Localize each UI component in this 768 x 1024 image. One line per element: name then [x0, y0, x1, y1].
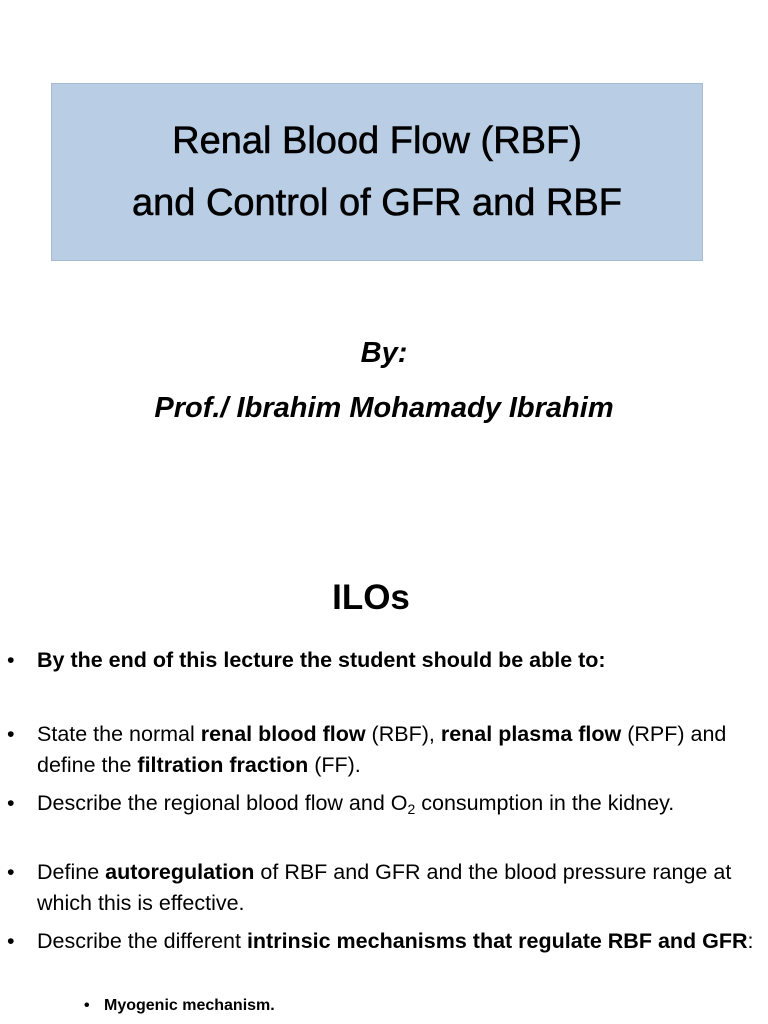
ilo-item-1: [37, 719, 762, 781]
ilos-intro-text: By the end of this lecture the student should be able to:: [37, 648, 606, 672]
ilo3-text-2: of RBF and GFR and the blood pressure range at which this is effective.: [37, 860, 732, 915]
ilo-item-4: [37, 926, 762, 957]
ilo1-bold-3: filtration fraction: [137, 753, 309, 777]
ilo1-text-3: (RPF) and define the: [37, 722, 727, 777]
ilo1-text-4: (FF).: [308, 753, 361, 777]
ilo2-text-1: Describe the regional blood flow and O: [37, 791, 408, 815]
ilo3-bold-1: autoregulation: [105, 860, 255, 884]
ilo4-text-2: :: [747, 929, 754, 953]
ilos-heading: ILOs: [332, 578, 410, 617]
author-by-label: By:: [360, 337, 408, 369]
title-line-2: and Control of GFR and RBF: [132, 182, 622, 224]
author-name: Prof./ Ibrahim Mohamady Ibrahim: [154, 392, 614, 424]
ilo1-text-1: State the normal: [37, 722, 201, 746]
ilo-sub-item-1: • Myogenic mechanism.: [104, 995, 704, 1017]
ilo-item-3: [37, 857, 762, 919]
title-line-1: Renal Blood Flow (RBF): [172, 120, 582, 162]
ilo3-text-1: Define: [37, 860, 106, 884]
ilo1-bold-1: renal blood flow: [200, 722, 366, 746]
title-box: [51, 83, 703, 261]
ilo2-subscript: 2: [407, 801, 416, 818]
ilo-item-2: [37, 788, 762, 819]
ilos-intro: [37, 645, 762, 676]
ilo4-text-1: Describe the different: [37, 929, 247, 953]
ilo4-bold-1: intrinsic mechanisms that regulate RBF and GFR: [246, 929, 748, 953]
ilo1-bold-2: renal plasma flow: [440, 722, 622, 746]
ilo1-text-2: (RBF),: [365, 722, 441, 746]
ilo2-text-2: consumption in the kidney.: [415, 791, 675, 815]
